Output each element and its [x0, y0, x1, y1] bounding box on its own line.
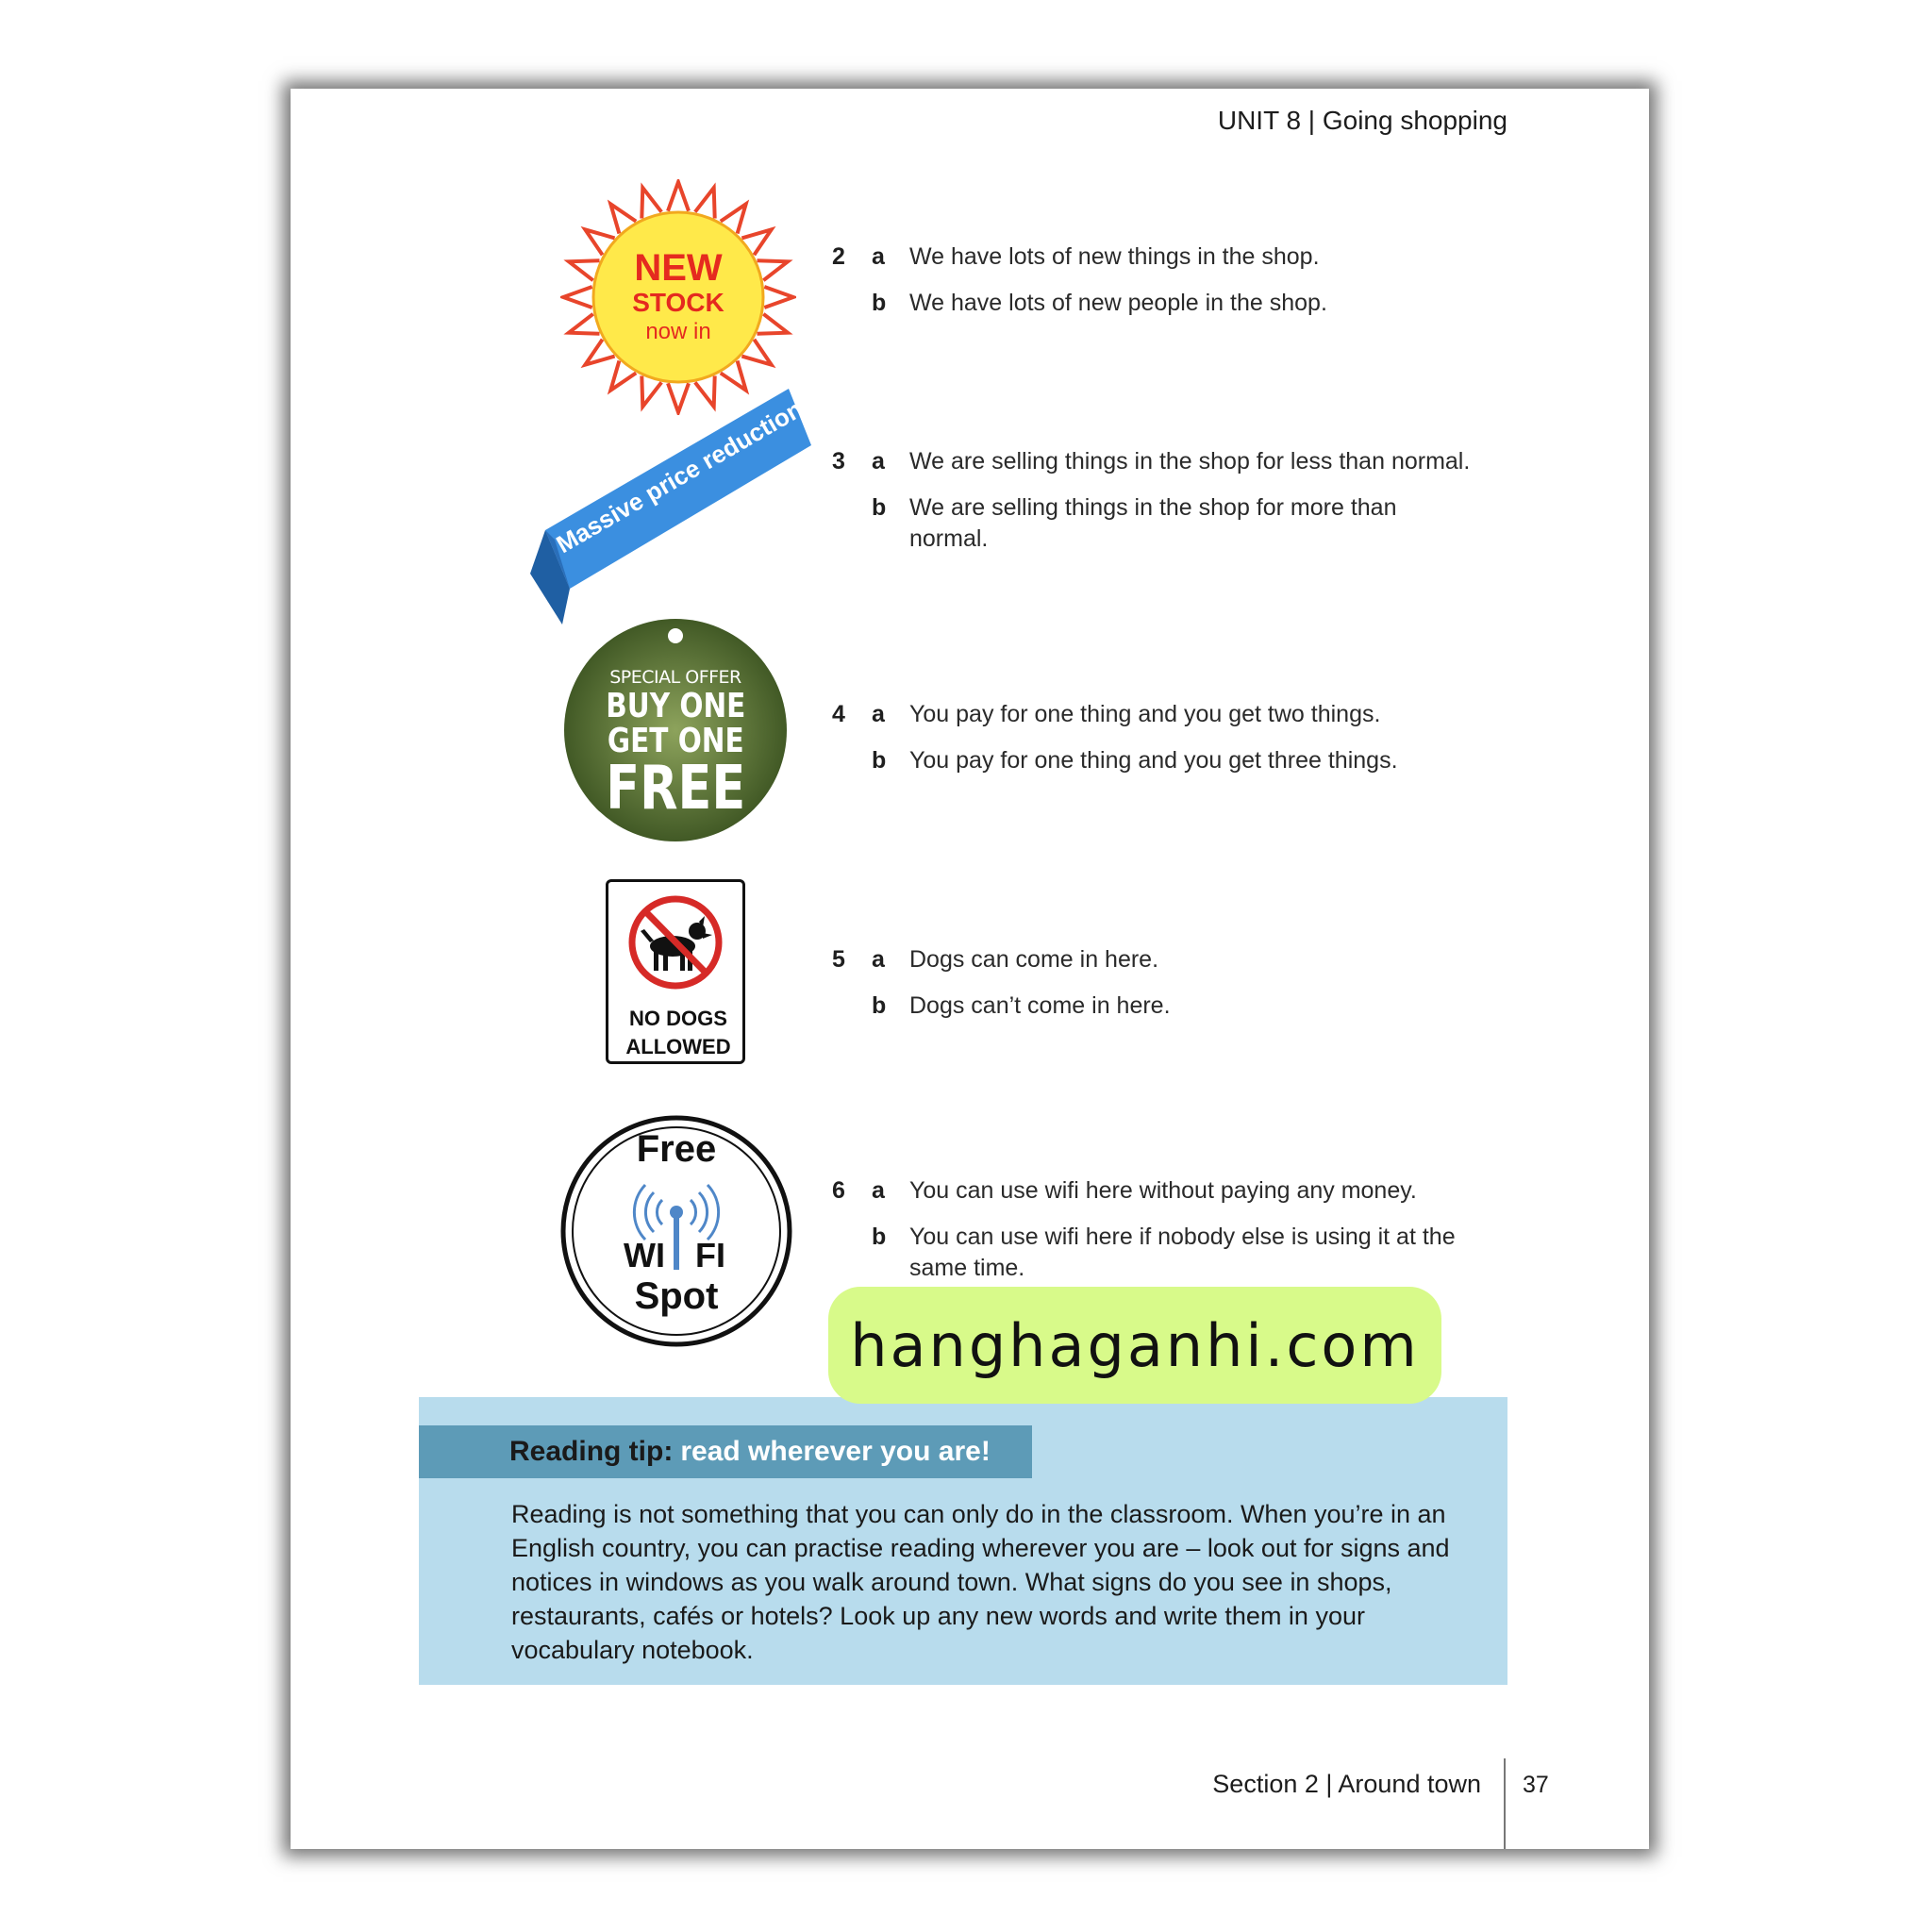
question-4: [832, 699, 1511, 791]
wifi-line3: FI: [695, 1236, 725, 1274]
wifi-line1: Free: [636, 1128, 717, 1170]
new-stock-line3: now in: [645, 319, 711, 344]
special-offer-tag: [562, 617, 789, 843]
offer-line3: GET ONE: [607, 722, 744, 760]
option-letter: b: [872, 494, 887, 521]
question-4-option-a: [832, 699, 1511, 730]
option-letter: b: [872, 290, 887, 316]
footer-section: Section 2 | Around town: [1212, 1770, 1481, 1798]
new-stock-line2: STOCK: [632, 288, 724, 317]
question-2: [832, 242, 1511, 334]
footer-divider: [1504, 1758, 1506, 1849]
question-5: [832, 944, 1511, 1037]
question-5-option-a: [832, 944, 1511, 975]
textbook-page: [291, 89, 1649, 1849]
wifi-line4: Spot: [634, 1275, 719, 1317]
reading-tip-label: Reading tip:: [509, 1436, 674, 1467]
question-number: 6: [832, 1177, 845, 1204]
no-dogs-sign: [606, 879, 745, 1064]
question-6: [832, 1175, 1511, 1299]
reading-tip-title: read wherever you are!: [680, 1436, 991, 1467]
question-2-option-b: [832, 288, 1511, 319]
option-letter: a: [872, 448, 885, 475]
option-text: You pay for one thing and you get two things.: [909, 701, 1381, 727]
option-text: We are selling things in the shop for less than normal.: [909, 448, 1471, 475]
wifi-line2: WI: [624, 1236, 665, 1274]
unit-header: UNIT 8 | Going shopping: [1217, 106, 1507, 135]
page-number: 37: [1523, 1772, 1549, 1798]
free-wifi-sign: [558, 1113, 794, 1349]
option-text: We have lots of new people in the shop.: [909, 290, 1327, 316]
price-reduction-banner: [526, 389, 828, 634]
question-number: 3: [832, 448, 845, 475]
reading-tip-box: [419, 1397, 1507, 1685]
no-dogs-label: [608, 1005, 748, 1061]
option-letter: b: [872, 1224, 887, 1250]
offer-line1: SPECIAL OFFER: [609, 667, 741, 688]
option-text: Dogs can come in here.: [909, 946, 1159, 973]
no-dogs-line1: NO DOGS: [629, 1007, 727, 1030]
question-3: [832, 446, 1511, 570]
reading-tip-header: [419, 1425, 1032, 1478]
question-number: 4: [832, 701, 845, 727]
option-text: You pay for one thing and you get three things.: [909, 747, 1398, 774]
banner-text: Massive price reductions: [551, 387, 820, 559]
option-text: Dogs can’t come in here.: [909, 992, 1171, 1019]
question-3-option-a: [832, 446, 1511, 477]
offer-line2: BUY ONE: [605, 687, 746, 725]
option-letter: a: [872, 1177, 885, 1204]
question-3-option-b: [832, 492, 1511, 555]
question-5-option-b: [832, 991, 1511, 1022]
watermark-badge: hanghaganhi.com: [828, 1287, 1441, 1404]
new-stock-line1: NEW: [634, 247, 723, 289]
question-6-option-a: [832, 1175, 1511, 1207]
option-letter: a: [872, 946, 885, 973]
question-4-option-b: [832, 745, 1511, 776]
question-number: 5: [832, 946, 845, 973]
no-dog-icon: [608, 888, 742, 1001]
reading-tip-body: Reading is not something that you can only do in the classroom. When you’re in an English country, you can practise reading wherever you are – look out for signs and notices in windows as you walk around town. What signs do you see in shops, restaurants, cafés or hotels? Look up any new words and write them in your vocabulary notebook.: [511, 1500, 1450, 1664]
offer-line4: FREE: [606, 754, 745, 824]
option-text: We are selling things in the shop for more than normal.: [909, 494, 1397, 552]
no-dogs-line2: ALLOWED: [625, 1035, 731, 1058]
new-stock-text: [560, 179, 796, 415]
option-text: You can use wifi here without paying any money.: [909, 1177, 1417, 1204]
option-letter: a: [872, 701, 885, 727]
option-letter: b: [872, 992, 887, 1019]
special-offer-text: [562, 617, 789, 843]
option-text: We have lots of new things in the shop.: [909, 243, 1320, 270]
option-letter: a: [872, 243, 885, 270]
question-number: 2: [832, 243, 845, 270]
option-letter: b: [872, 747, 887, 774]
new-stock-sign: [560, 179, 796, 415]
question-2-option-a: [832, 242, 1511, 273]
question-6-option-b: [832, 1222, 1511, 1284]
option-text: You can use wifi here if nobody else is using it at the same time.: [909, 1224, 1456, 1281]
